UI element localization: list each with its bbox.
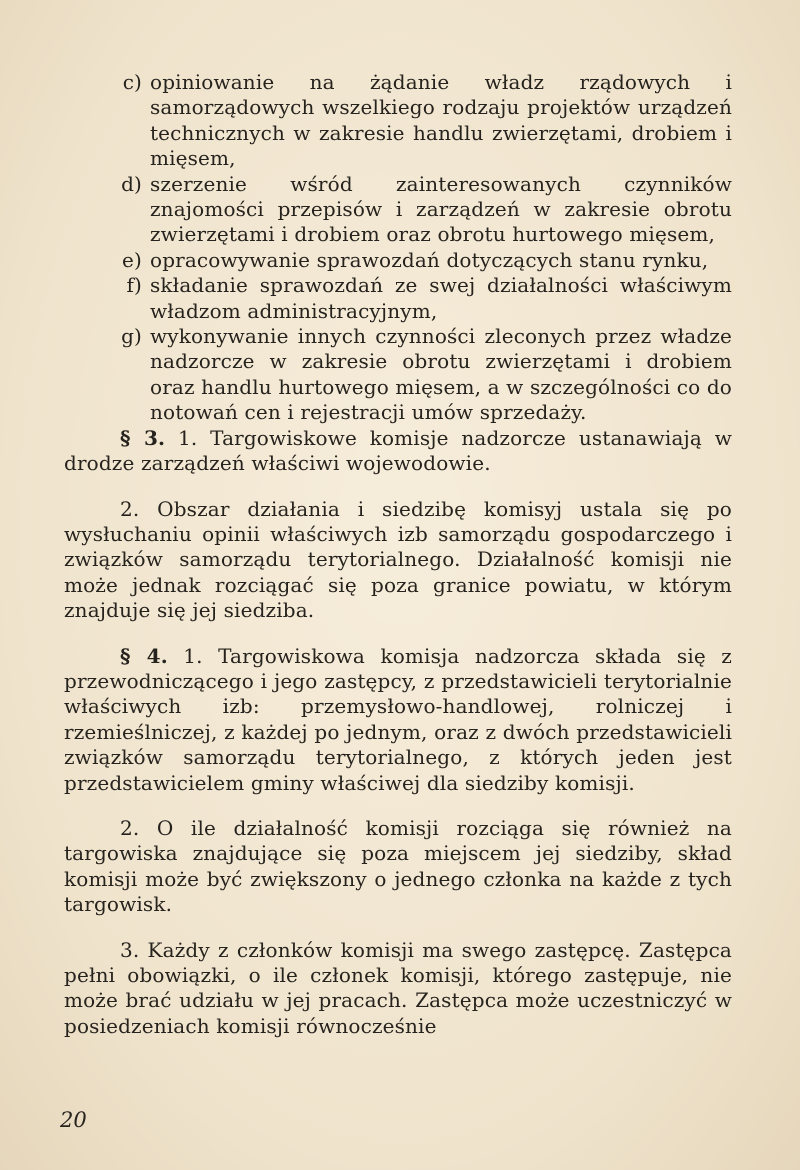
list-marker: c) <box>122 70 142 94</box>
list-item-f <box>64 273 732 324</box>
paragraph-text: 2. Obszar działania i siedzibę komisyj ustala się po wysłuchaniu opinii właściwych izb samorządu gospodarczego i związków samorządu terytorialnego. Działalność komisji nie może jednak rozciągać się poza granice powiatu, w którym znajduje się jej siedziba. <box>64 496 732 623</box>
paragraph-text: 1. Targowiskowe komisje nadzorcze ustanawiają w drodze zarządzeń właściwi wojewodowie. <box>64 425 732 476</box>
paragraph-text: 2. O ile działalność komisji rozciąga się również na targowiska znajdujące się poza miejscem jej siedziby, skład komisji może być zwiększony o jednego członka na każde z tych targowisk. <box>64 815 732 917</box>
list-marker: g) <box>121 324 142 349</box>
page-text <box>64 70 732 1059</box>
list-marker: e) <box>122 247 142 272</box>
list-item-text: składanie sprawozdań ze swej działalności właściwym władzom administracyjnym, <box>150 273 732 323</box>
paragraph-text: 1. Targowiskowa komisja nadzorcza składa się z przewodniczącego i jego zastępcy, z przedstawicieli terytorialnie właściwych izb: przemysłowo-handlowej, rolniczej i rzemieślniczej, z każdej po jednym, oraz z dwóch przedstawicieli związków samorządu terytorialnego, z których jeden jest przedstawicielem gminy właściwej dla siedziby komisji. <box>64 643 732 795</box>
list-item-d <box>64 172 732 248</box>
list-item-text: opiniowanie na żądanie władz rządowych i samorządowych wszelkiego rodzaju projektów urządzeń technicznych w zakresie handlu zwierzętami, drobiem i mięsem, <box>150 70 732 171</box>
paragraph-section-3-2 <box>64 497 732 624</box>
list-item-e <box>64 248 732 273</box>
list-item-c <box>64 70 732 172</box>
list-item-g <box>64 324 732 426</box>
paragraph-section-3 <box>64 426 732 477</box>
section-heading: § 4. <box>120 643 168 668</box>
paragraph-section-4 <box>64 644 732 796</box>
list-marker: f) <box>126 273 142 298</box>
list-item-text: opracowywanie sprawozdań dotyczących stanu rynku, <box>150 247 709 272</box>
paragraph-text: 3. Każdy z członków komisji ma swego zastępcę. Zastępca pełni obowiązki, o ile członek komisji, którego zastępuje, nie może brać udziału w jej pracach. Zastępca może uczestniczyć w posiedzeniach komisji równocześnie <box>64 937 732 1038</box>
list-item-text: wykonywanie innych czynności zleconych przez władze nadzorcze w zakresie obrotu zwierzętami i drobiem oraz handlu hurtowego mięsem, a w szczególności co do notowań cen i rejestracji umów sprzedaży. <box>150 324 732 425</box>
paragraph-section-4-3 <box>64 938 732 1040</box>
section-heading: § 3. <box>120 425 166 450</box>
list-marker: d) <box>121 171 142 196</box>
paragraph-section-4-2 <box>64 816 732 918</box>
page-number: 20 <box>60 1108 87 1132</box>
list-item-text: szerzenie wśród zainteresowanych czynników znajomości przepisów i zarządzeń w zakresie obrotu zwierzętami i drobiem oraz obrotu hurtowego mięsem, <box>150 171 732 247</box>
